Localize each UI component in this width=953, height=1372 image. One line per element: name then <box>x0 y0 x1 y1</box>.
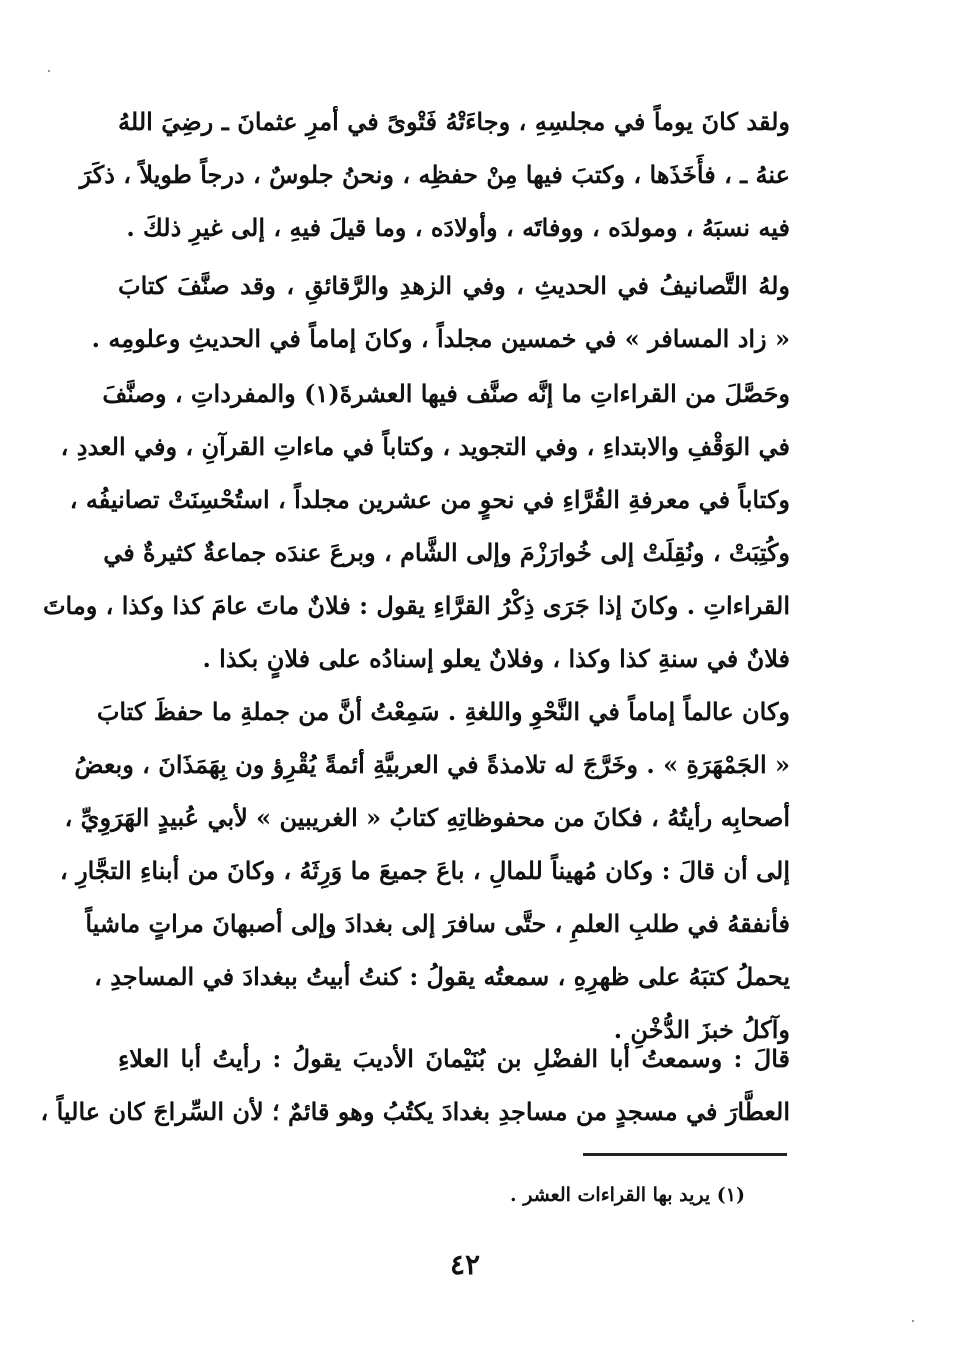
text-line: وآكلُ خبزَ الدُّخْنِ . <box>613 1015 790 1044</box>
text-line: أصحابِه رأيتُهُ ، فكانَ من محفوظاتِهِ كتابُ « الغريبين » لأبي عُبيدٍ الهَرَوِيِّ ، <box>64 803 790 832</box>
paragraph-3 <box>42 367 790 685</box>
text-line: فلانٌ في سنةِ كذا وكذا ، وفلانٌ يعلو إسنادُه على فلانٍ بكذا . <box>202 644 790 673</box>
footnote-separator <box>583 1153 787 1156</box>
paragraph-4 <box>59 685 790 1056</box>
scan-speck <box>48 70 50 72</box>
text-line: « زاد المسافر » في خمسين مجلداً ، وكانَ إماماً في الحديثِ وعلومِه . <box>91 324 790 353</box>
text-line: ولقد كانَ يوماً في مجلسِهِ ، وجاءَتْهُ فَتْوىً في أمرِ عثمانَ ـ رضِيَ اللهُ <box>118 107 790 136</box>
paragraph-2 <box>91 259 790 365</box>
text-line: ولهُ التَّصانيفُ في الحديثِ ، وفي الزهدِ والرَّقائقِ ، وقد صنَّفَ كتابَ <box>118 271 790 300</box>
text-line: وكُتِبَتْ ، ونُقِلَتْ إلى خُوارَزْمَ وإلى الشَّام ، وبرعَ عندَه جماعةٌ كثيرةٌ في <box>103 538 790 567</box>
text-line: قالَ : وسمعتُ أبا الفضْلِ بن بُنَيْمانَ الأديبَ يقولُ : رأيتُ أبا العلاءِ <box>118 1044 790 1073</box>
text-line: فيه نسبَهُ ، ومولدَه ، ووفاتَه ، وأولادَه ، وما قيلَ فيهِ ، إلى غيرِ ذلكَ . <box>126 213 790 242</box>
text-line: وحَصَّلَ من القراءاتِ ما إنَّه صنَّف فيها العشرةَ(١) والمفرداتِ ، وصنَّفَ <box>102 379 790 408</box>
footnote: (١) يريد بها القراءات العشر . <box>510 1184 745 1206</box>
text-line: في الوَقْفِ والابتداءِ ، وفي التجويد ، وكتاباً في ماءاتِ القرآنِ ، وفي العددِ ، <box>60 432 790 461</box>
text-line: القراءاتِ . وكانَ إذا جَرَى ذِكْرُ القرَّاءِ يقول : فلانٌ ماتَ عامَ كذا وكذا ، وماتَ <box>42 591 790 620</box>
text-line: « الجَمْهَرَةِ » . وخَرَّجَ له تلامذةً في العربيَّةِ أئمةً يُقْرِؤ ون بِهَمَذَانَ ، وبعضُ <box>74 750 790 779</box>
text-line: فأنفقهُ في طلبِ العلمِ ، حتَّى سافرَ إلى بغدادَ وإلى أصبهانَ مراتٍ ماشياً <box>85 909 790 938</box>
scan-speck <box>912 1320 914 1322</box>
page-number: ٤٢ <box>449 1248 481 1281</box>
text-line: إلى أن قالَ : وكان مُهيناً للمالِ ، باعَ جميعَ ما وَرِثَهُ ، وكانَ من أبناءِ التجَّارِ ، <box>59 856 790 885</box>
text-line: العطَّارَ في مسجدٍ من مساجدِ بغدادَ يكتُبُ وهو قائمٌ ؛ لأن السِّراجَ كان عالياً ، <box>40 1097 790 1126</box>
text-line: عنهُ ـ ، فأَخَذَها ، وكتبَ فيها مِنْ حفظِه ، ونحنُ جلوسٌ ، درجاً طويلاً ، ذكَرَ <box>79 160 790 189</box>
paragraph-1 <box>79 95 790 254</box>
text-line: وكان عالماً إماماً في النَّحْوِ واللغةِ . سَمِعْتُ أنَّ من جملةِ ما حفظَ كتابَ <box>96 697 790 726</box>
text-line: وكتاباً في معرفةِ القُرَّاءِ في نحوٍ من عشرين مجلداً ، استُحْسِنَتْ تصانيفُه ، <box>69 485 790 514</box>
paragraph-5 <box>40 1032 790 1138</box>
text-line: يحملُ كتبَهُ على ظهرِهِ ، سمعتُه يقولُ : كنتُ أبيتُ ببغدادَ في المساجدِ ، <box>94 962 790 991</box>
